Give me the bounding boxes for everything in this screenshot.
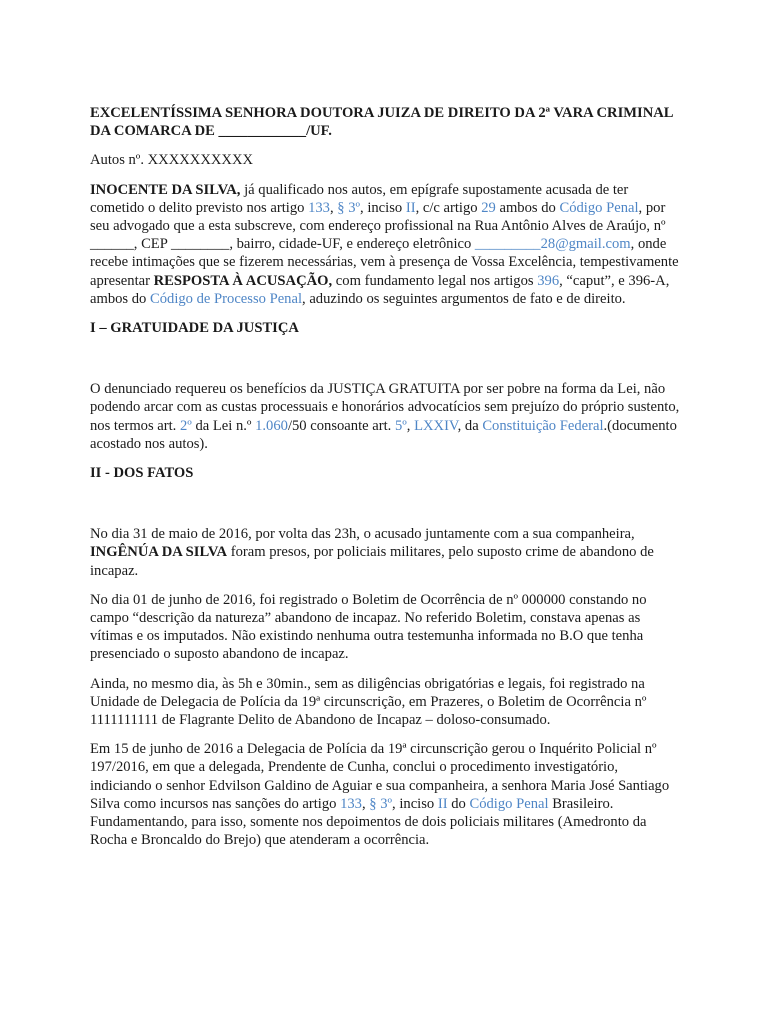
- intro-text: ,: [329, 199, 338, 216]
- fatos-paragraph-3: Ainda, no mesmo dia, às 5h e 30min., sem as diligências obrigatórias e legais, foi registrado na Unidade de Delegacia de Polícia da 19ª circunscrição, em Prazeres, o Boletim de Ocorrência nº 1111111111 de Flagrante Delito de Abandono de Incapaz – doloso-consumado.: [90, 675, 647, 729]
- link-article-133[interactable]: 133: [308, 199, 330, 216]
- link-article-5[interactable]: 5º: [394, 417, 407, 434]
- paragraph-text: No dia 31 de maio de 2016, por volta das 23h, o acusado juntamente com a sua companheira,: [90, 526, 635, 543]
- paragraph-text: , da: [457, 417, 483, 434]
- paragraph-text: da Lei n.º: [191, 417, 256, 434]
- intro-text: , onde recebe intimações que se fizerem necessárias, vem à presença de Vossa Excelência, tempestivamente apresentar: [90, 236, 679, 289]
- paragraph-text: Brasileiro. Fundamentando, para isso, somente nos depoimentos de dois policiais militares (Amedronto da Rocha e Broncaldo do Brejo) que atenderam a ocorrência.: [90, 795, 647, 849]
- defendant-name: INOCENTE DA SILVA,: [90, 181, 241, 198]
- fatos-paragraph-2: No dia 01 de junho de 2016, foi registrado o Boletim de Ocorrência de nº 000000 constando no campo “descrição da natureza” abandono de incapaz. No referido Boletim, constava apenas as vítimas e os imputados. Não existindo nenhuma outra testemunha informada no B.O que tenha presenciado o suposto abandono de incapaz.: [90, 591, 647, 663]
- link-lei-1060[interactable]: 1.060: [255, 417, 288, 434]
- paragraph-text: do: [447, 795, 470, 812]
- link-article-133[interactable]: 133: [340, 795, 362, 812]
- link-inciso-ii[interactable]: II: [437, 795, 448, 812]
- paragraph-text: foram presos, por policiais militares, pelo suposto crime de abandono de incapaz.: [90, 544, 654, 579]
- document-title: EXCELENTÍSSIMA SENHORA DOUTORA JUIZA DE DIREITO DA 2ª VARA CRIMINAL DA COMARCA DE ____________/UF.: [90, 105, 673, 140]
- intro-text: já qualificado nos autos, em epígrafe supostamente acusada de ter cometido o delito previsto nos artigo: [90, 181, 629, 216]
- section-heading-gratuidade: I – GRATUIDADE DA JUSTIÇA: [90, 320, 299, 337]
- intro-text: , inciso: [360, 199, 406, 216]
- link-codigo-penal[interactable]: Código Penal: [469, 795, 549, 812]
- intro-text: , aduzindo os seguintes argumentos de fato e de direito.: [302, 290, 626, 307]
- paragraph-text: Em 15 de junho de 2016 a Delegacia de Polícia da 19ª circunscrição gerou o Inquérito Policial nº 197/2016, em que a delegada, Prendente de Cunha, conclui o procedimento investigatório, indiciando o senhor Edvilson Galdino de Aguiar e sua companheira, a senhora Maria José Santiago Silva como incursos nas sanções do artigo: [90, 741, 670, 812]
- paragraph-text: , inciso: [392, 795, 438, 812]
- link-paragraph-3[interactable]: § 3º: [369, 795, 393, 812]
- intro-paragraph: [90, 181, 682, 308]
- link-inciso-ii[interactable]: II: [405, 199, 416, 216]
- gratuidade-paragraph: [90, 380, 682, 453]
- case-number: Autos nº. XXXXXXXXXX: [90, 152, 254, 169]
- intro-text: com fundamento legal nos artigos: [332, 272, 538, 289]
- intro-text: , c/c artigo: [415, 199, 482, 216]
- paragraph-text: ,: [361, 795, 370, 812]
- paragraph-text: ,: [406, 417, 415, 434]
- intro-text: , por seu advogado que a esta subscreve, com endereço profissional na Rua Antônio Alves de Araújo, nº ______, CEP ________, bairro, cidade-UF, e endereço eletrônico: [90, 199, 666, 253]
- fatos-paragraph-1: [90, 525, 682, 580]
- companion-name: INGÊNÚA DA SILVA: [90, 544, 228, 561]
- document-page: [90, 104, 682, 861]
- link-article-396[interactable]: 396: [537, 272, 560, 289]
- intro-text: , “caput”, e 396-A, ambos do: [90, 272, 670, 307]
- link-inciso-lxxiv[interactable]: LXXIV: [414, 417, 458, 434]
- fatos-paragraph-4: [90, 740, 682, 849]
- link-constituicao-federal[interactable]: Constituição Federal: [482, 417, 604, 434]
- link-codigo-penal[interactable]: Código Penal: [559, 199, 639, 216]
- paragraph-text: /50 consoante art.: [287, 417, 395, 434]
- section-heading-fatos: II - DOS FATOS: [90, 465, 194, 482]
- link-paragraph-3[interactable]: § 3º: [337, 199, 361, 216]
- paragraph-text: .(documento acostado nos autos).: [90, 417, 677, 452]
- intro-text: ambos do: [495, 199, 560, 216]
- link-article-2[interactable]: 2º: [179, 417, 192, 434]
- paragraph-text: O denunciado requereu os benefícios da JUSTIÇA GRATUITA por ser pobre na forma da Lei, não podendo arcar com as custas processuais e honorários advocatícios sem prejuízo do próprio sustento, nos termos art.: [90, 381, 680, 434]
- link-article-29[interactable]: 29: [481, 199, 496, 216]
- link-codigo-processo-penal[interactable]: Código de Processo Penal: [150, 290, 303, 307]
- response-label: RESPOSTA À ACUSAÇÃO,: [153, 272, 333, 289]
- email-link[interactable]: _________28@gmail.com: [474, 236, 631, 253]
